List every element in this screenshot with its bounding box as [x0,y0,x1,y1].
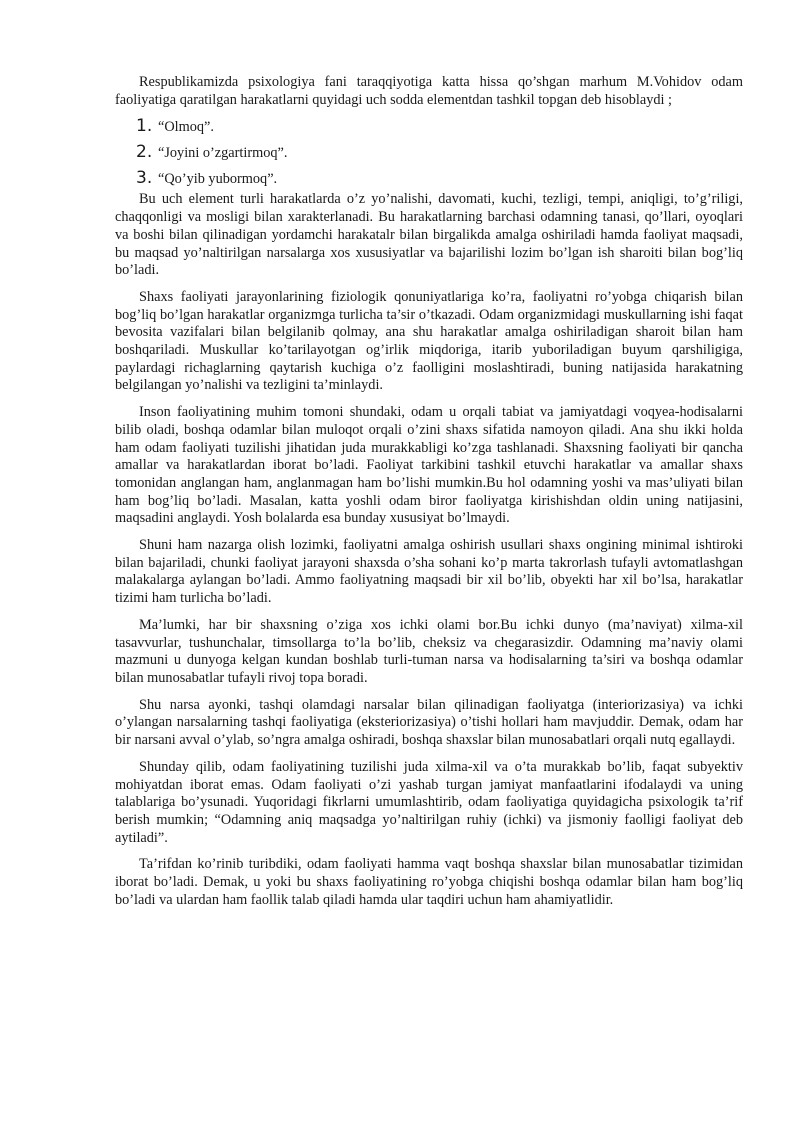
list-text: “Qo’yib yubormoq”. [158,171,278,188]
document-page [115,74,743,918]
body-paragraph: Bu uch element turli harakatlarda o’z yo’nalishi, davomati, kuchi, tezligi, tempi, aniqligi, to’g’riligi, chaqqonligi va mosligi bilan xarakterlanadi. Bu harakatlarning barchasi odamning tanasi, qo’llari, oyoqlari va boshi bilan qilinadigan yordamchi harakatalr bilan birgalikda amalga oshiriladi hamda faoliyat maqsadi, bu maqsad yo’naltirilgan narsalarga xos xususiyatlar va bajarilishi lozim bo’lgan ish sharoiti bilan bog’liq bo’ladi. [115,191,743,279]
body-paragraph: Ma’lumki, har bir shaxsning o’ziga xos ichki olami bor.Bu ichki dunyo (ma’naviyat) xilma-xil tasavvurlar, tushunchalar, timsollarga to’la bo’lib, cheksiz va chegarasizdir. Odamning ma’naviy olami mazmuni u dunyoga kelgan kundan boshlab turli-tuman narsa va hodisalarning ta’siri va boshqa odamlar bilan munosabatlar tufayli rivoj topa boradi. [115,616,743,686]
list-number: 3. [136,168,153,189]
body-paragraph: Inson faoliyatining muhim tomoni shundaki, odam u orqali tabiat va jamiyatdagi voqyea-hodisalarni bilib oladi, boshqa odamlar bilan muloqot orqali o’zini shaxs sifatida namoyon qiladi. Ana shu ikki holda ham odam faoliyati tuzilishi jihatidan juda murakkabligi ko’zga tashlanadi. Shaxsning faoliyati bir qancha amallar va harakatlardan iborat bo’ladi. Faoliyat tarkibini tashkil etuvchi harakatlar va amallar shaxs tomonidan anglangan ham, anglanmagan ham bo’lishi mumkin.Bu hol odamning yoshi va mas’uliyati bilan ham bog’liq bo’ladi. Masalan, katta yoshli odam biror faoliyatga kirishishdan oldin uning natijasini, maqsadini anglaydi. Yosh bolalarda esa bunday xususiyat bo’lmaydi. [115,404,743,527]
body-paragraph: Ta’rifdan ko’rinib turibdiki, odam faoliyati hamma vaqt boshqa shaxslar bilan munosabatlar tizimidan iborat bo’ladi. Demak, u yoki bu shaxs faoliyatining ro’yobga chiqishi boshqa odamlar bilan ham bog’liq bo’ladi va ulardan ham faollik talab qiladi hamda ular taqdiri uchun ham ahamiyatlidir. [115,856,743,908]
body-paragraph: Shuni ham nazarga olish lozimki, faoliyatni amalga oshirish usullari shaxs ongining minimal ishtiroki bilan bajariladi, chunki faoliyat jarayoni shaxsda o’sha sohani ko’p marta takrorlash tufayli avtomatlashgan malakalarga aylangan bo’ladi. Ammo faoliyatning maqsadi bir xil bo’lib, obyekti har xil bo’lsa, harakatlar tizimi ham turlicha bo’ladi. [115,537,743,607]
list-item [136,144,743,170]
element-list [115,118,743,196]
list-text: “Joyini o’zgartirmoq”. [158,145,288,162]
body-paragraph: Shaxs faoliyati jarayonlarining fiziologik qonuniyatlariga ko’ra, faoliyatni ro’yobga chiqarish bilan bog’liq bo’lgan harakatlar organizmga turlicha ta’sir o’tkazadi. Odam organizmidagi muskullarning ishi faqat bevosita vazifalari bilan belgilanib qolmay, ana shu harakatlar amalga oshiriladigan sharoit bilan ham boshqariladi. Muskullar ko’tarilayotgan og’irlik miqdoriga, itarib yuboriladigan buyum qarshiligiga, paylardagi richaglarning qaytarish kuchiga o’z faolligini moslashtiradi, buning natijasida harakatning belgilangan yo’nalishi va tezligini ta’minlaydi. [115,288,743,394]
body-paragraph: Shu narsa ayonki, tashqi olamdagi narsalar bilan qilinadigan faoliyatga (interiorizasiya) va ichki o’ylangan narsalarning tashqi faoliyatiga (eksteriorizasiya) o’tishi hollari ham mavjuddir. Demak, odam har bir narsani avval o’ylab, so’ngra amalga oshiradi, boshqa shaxslar bilan munosabatlari orqali nutq egallaydi. [115,696,743,749]
list-number: 1. [136,116,153,137]
intro-paragraph: Respublikamizda psixologiya fani taraqqiyotiga katta hissa qo’shgan marhum M.Vohidov odam faoliyatiga qaratilgan harakatlarni quyidagi uch sodda elementdan tashkil topgan deb hisoblaydi ; [115,74,743,108]
list-number: 2. [136,142,153,163]
list-text: “Olmoq”. [158,119,214,136]
body-paragraph: Shunday qilib, odam faoliyatining tuzilishi juda xilma-xil va o’ta murakkab bo’lib, faqat subyektiv mohiyatdan iborat emas. Odam faoliyati o’zi yashab turgan jamiyat manfaatlarini ifodalaydi va uning talablariga bo’ysunadi. Yuqoridagi fikrlarni umumlashtirib, odam faoliyatiga quyidagicha psixologik ta’rif berish mumkin; “Odamning aniq maqsadga yo’naltirilgan ruhiy (ichki) va jismoniy faolligi faoliyat deb aytiladi”. [115,758,743,846]
list-item [136,118,743,144]
